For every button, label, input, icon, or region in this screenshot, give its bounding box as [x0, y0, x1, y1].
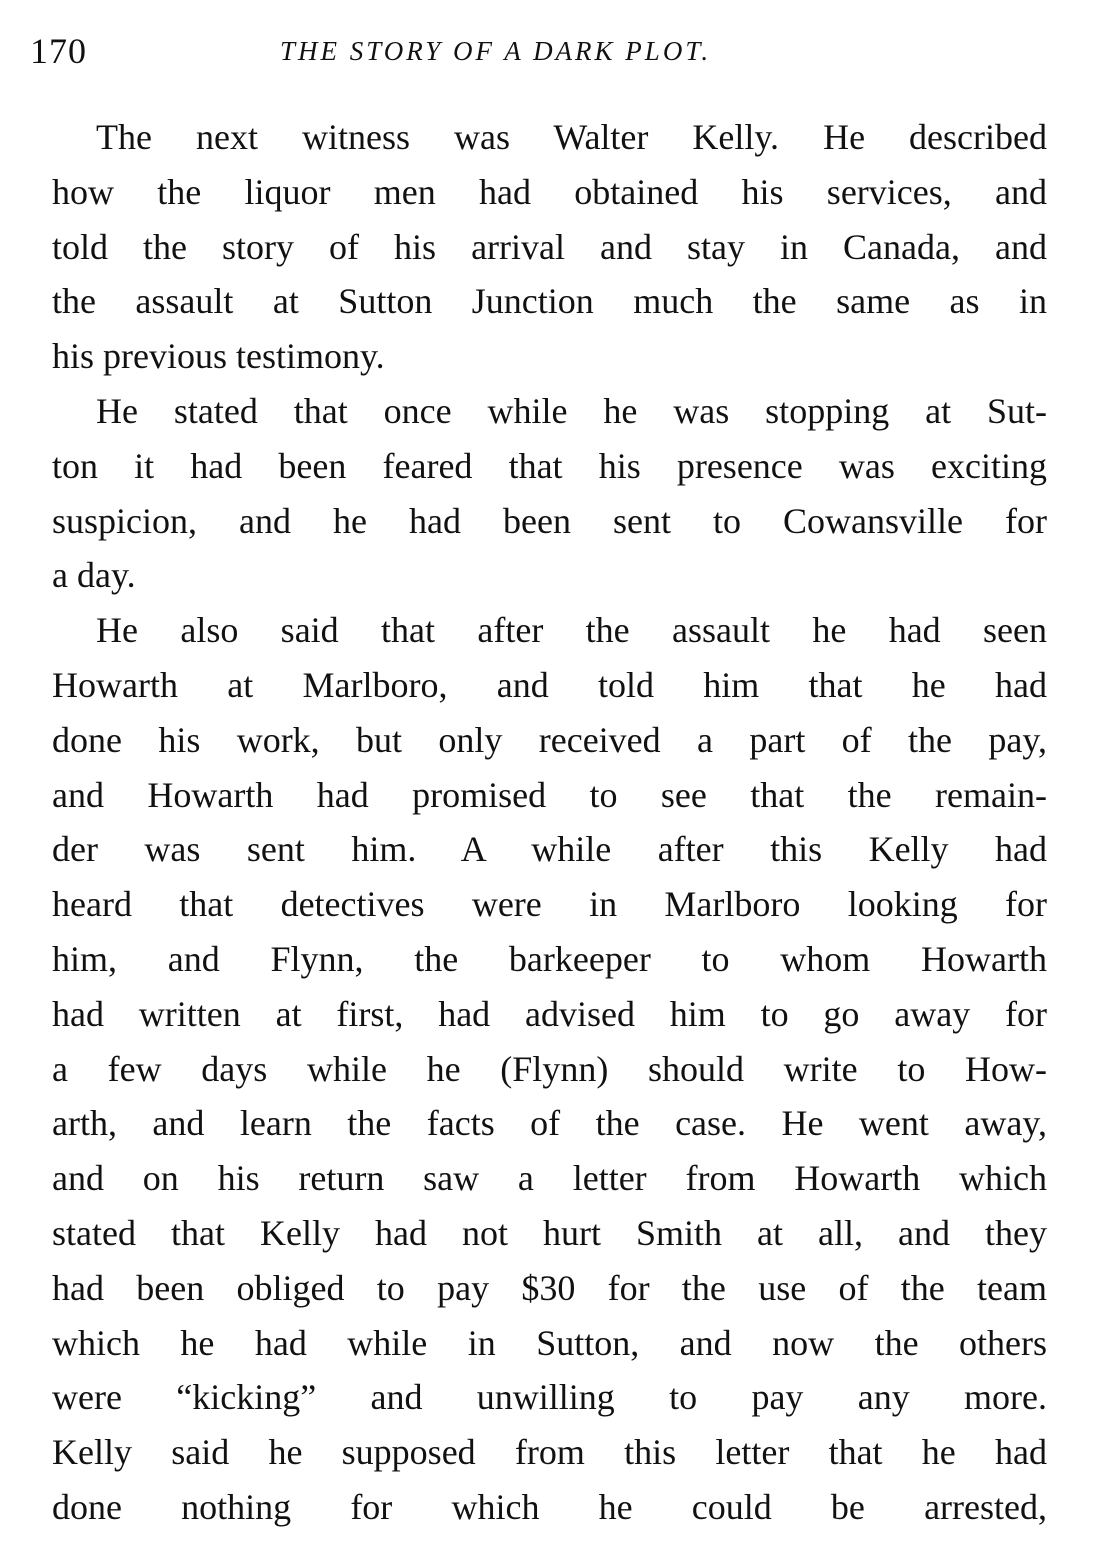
text-line: suspicion, and he had been sent to Cowansville for: [52, 500, 1047, 541]
text-line: the assault at Sutton Junction much the same as in: [52, 281, 1047, 322]
text-line: him, and Flynn, the barkeeper to whom Howarth: [52, 938, 1047, 979]
text-line: had been obliged to pay $30 for the use of the team: [52, 1267, 1047, 1308]
body-text: [52, 110, 1047, 1535]
text-line: He stated that once while he was stopping at Sut-: [96, 390, 1047, 431]
text-line: had written at first, had advised him to go away for: [52, 993, 1047, 1034]
paragraph-3: [52, 603, 1047, 1535]
text-line: Howarth at Marlboro, and told him that he had: [52, 664, 1047, 705]
text-line: Kelly said he supposed from this letter that he had: [52, 1432, 1047, 1473]
text-line: which he had while in Sutton, and now the others: [52, 1322, 1047, 1363]
text-line: his previous testimony.: [52, 336, 385, 377]
paragraph-1: [52, 110, 1047, 384]
text-line: The next witness was Walter Kelly. He described: [96, 117, 1047, 157]
text-line: a few days while he (Flynn) should write to How-: [52, 1048, 1047, 1089]
paragraph-2: [52, 384, 1047, 603]
text-line: were “kicking” and unwilling to pay any more.: [52, 1377, 1047, 1418]
text-line: how the liquor men had obtained his services, and: [52, 171, 1047, 212]
text-line: a day.: [52, 555, 136, 596]
running-head: [30, 28, 1070, 78]
text-line: heard that detectives were in Marlboro looking for: [52, 884, 1047, 925]
text-line: arth, and learn the facts of the case. He went away,: [52, 1103, 1047, 1144]
text-line: stated that Kelly had not hurt Smith at all, and they: [52, 1212, 1047, 1253]
page-number: 170: [30, 31, 87, 71]
text-line: der was sent him. A while after this Kelly had: [52, 829, 1047, 870]
text-line: told the story of his arrival and stay in Canada, and: [52, 226, 1047, 267]
text-line: done nothing for which he could be arrested,: [52, 1486, 1047, 1527]
running-title: THE STORY OF A DARK PLOT.: [280, 36, 712, 66]
text-line: and Howarth had promised to see that the remain-: [52, 774, 1047, 815]
text-line: He also said that after the assault he had seen: [96, 610, 1047, 651]
text-line: done his work, but only received a part of the pay,: [52, 719, 1047, 760]
text-line: and on his return saw a letter from Howarth which: [52, 1158, 1047, 1199]
text-line: ton it had been feared that his presence was exciting: [52, 445, 1047, 486]
